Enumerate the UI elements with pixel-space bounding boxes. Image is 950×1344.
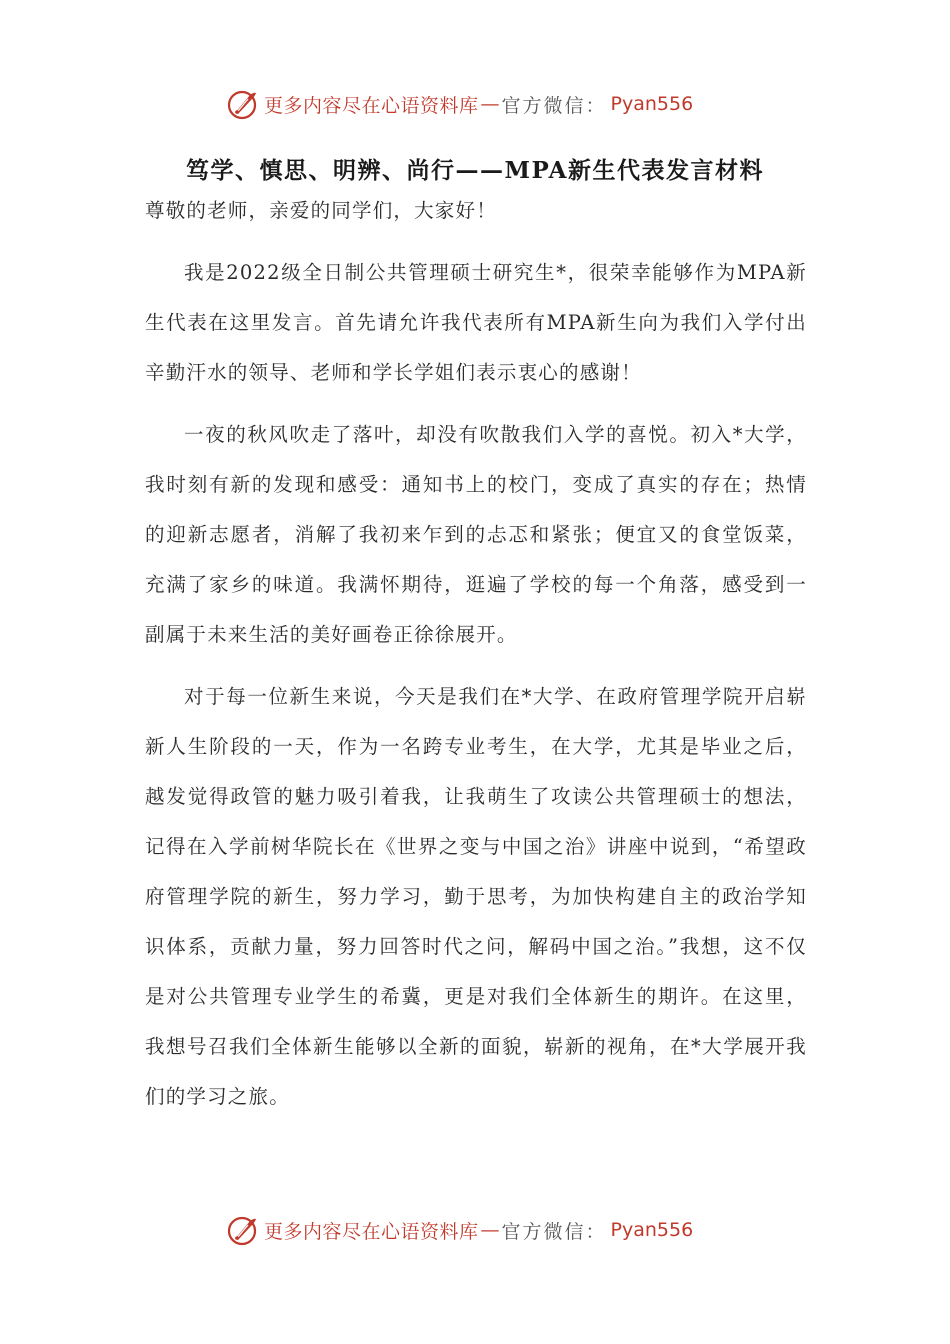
watermark-header (226, 84, 746, 124)
quill-pen-circle-icon (226, 87, 260, 121)
watermark-wechat-id: Pyan556 (610, 93, 694, 115)
watermark-wechat-label: 官方微信： (501, 94, 607, 117)
body-paragraph: 对于每一位新生来说，今天是我们在*大学、在政府管理学院开启崭新人生阶段的一天，作为一名跨专业考生，在大学，尤其是毕业之后，越发觉得政管的魅力吸引着我，让我萌生了攻读公共管理硕士的想法，记得在入学前树华院长在《世界之变与中国之治》讲座中说到，“希望政府管理学院的新生，努力学习，勤于思考，为加快构建自主的政治学知识体系，贡献力量，努力回答时代之问，解码中国之治。”我想，这不仅是对公共管理专业学生的希冀，更是对我们全体新生的期许。在这里，我想号召我们全体新生能够以全新的面貌，崭新的视角，在*大学展开我们的学习之旅。 (145, 685, 807, 1108)
watermark-dash: — (480, 1219, 500, 1241)
watermark-footer (226, 1210, 746, 1250)
watermark-brand: 更多内容尽在心语资料库 (264, 1220, 479, 1243)
quill-pen-circle-icon (226, 1213, 260, 1247)
document-body (145, 186, 807, 1134)
watermark-wechat-label: 官方微信： (501, 1220, 607, 1243)
watermark-dash: — (480, 93, 500, 115)
greeting-paragraph: 尊敬的老师，亲爱的同学们，大家好！ (145, 199, 497, 222)
watermark-brand: 更多内容尽在心语资料库 (264, 94, 479, 117)
watermark-wechat-id: Pyan556 (610, 1219, 694, 1241)
body-paragraph: 我是2022级全日制公共管理硕士研究生*，很荣幸能够作为MPA新生代表在这里发言。首先请允许我代表所有MPA新生向为我们入学付出辛勤汗水的领导、老师和学长学姐们表示衷心的感谢！ (145, 261, 807, 384)
body-paragraph: 一夜的秋风吹走了落叶，却没有吹散我们入学的喜悦。初入*大学，我时刻有新的发现和感受：通知书上的校门，变成了真实的存在；热情的迎新志愿者，消解了我初来乍到的忐忑和紧张；便宜又的食堂饭菜，充满了家乡的味道。我满怀期待，逛遍了学校的每一个角落，感受到一副属于未来生活的美好画卷正徐徐展开。 (145, 423, 807, 646)
document-title: 笃学、慎思、明辨、尚行——MPA新生代表发言材料 (186, 157, 764, 184)
